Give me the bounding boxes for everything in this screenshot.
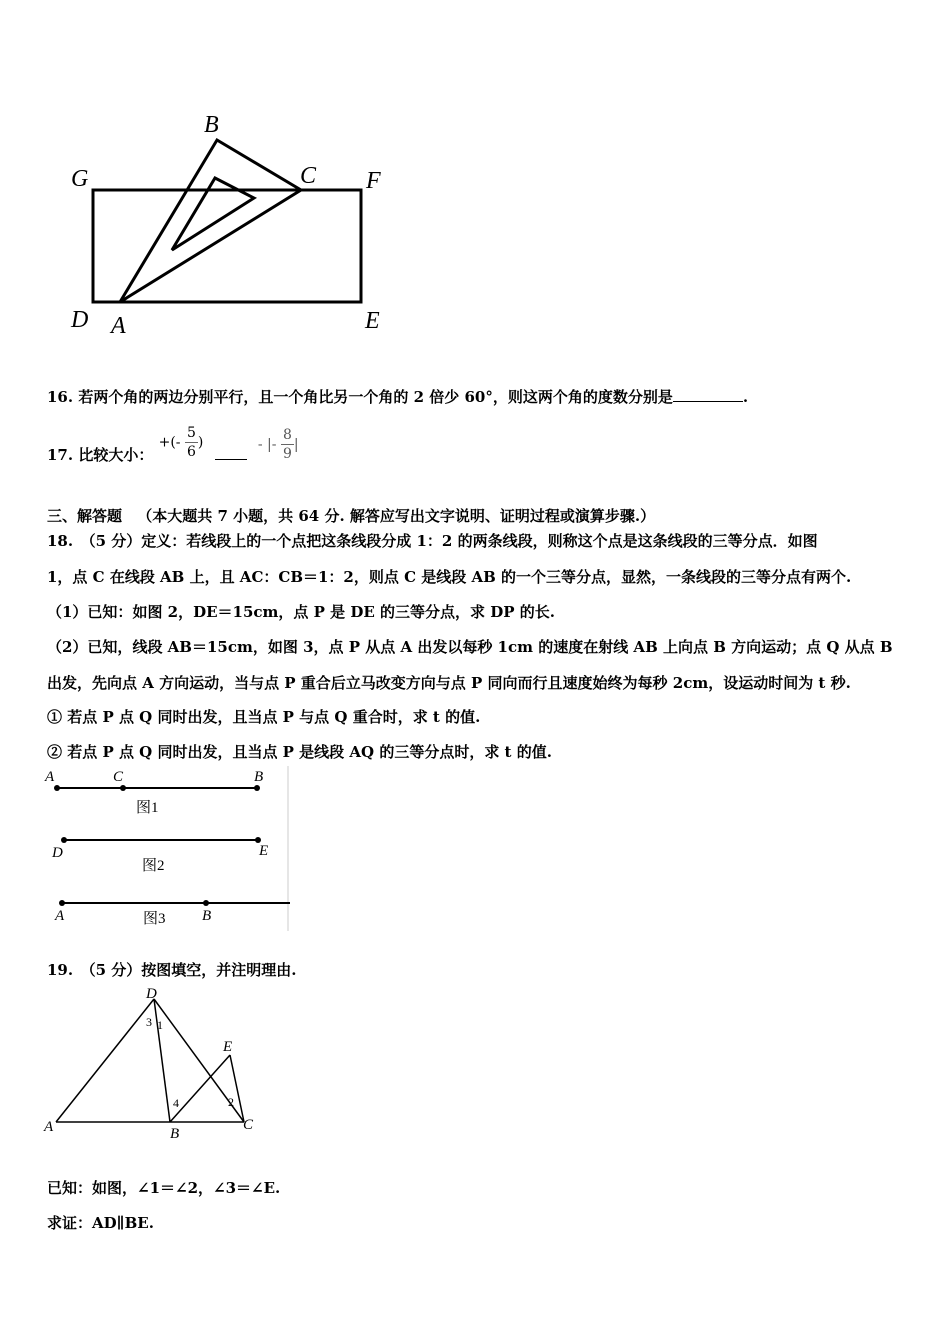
q17-expr1 — [159, 424, 204, 461]
q17-expr1-post: ) — [197, 434, 204, 451]
question-16 — [47, 386, 748, 407]
label-b: B — [204, 112, 219, 138]
fig19-angle-4: 4 — [173, 1096, 179, 1110]
fig2-label-d: D — [52, 845, 63, 861]
q19-prove: 求证：AD∥BE. — [47, 1214, 154, 1232]
section-3-note: （本大题共 7 小题，共 64 分. 解答应写出文字说明、证明过程或演算步骤.） — [137, 507, 656, 525]
fig19-angle-3: 3 — [146, 1015, 152, 1029]
q17-prefix: 比较大小： — [78, 446, 154, 464]
q16-number: 16. — [47, 388, 74, 406]
label-e: E — [365, 308, 380, 334]
q16-answer-blank — [673, 401, 743, 402]
q17-frac1-num: 5 — [186, 425, 196, 441]
fig3-point-b — [203, 900, 209, 906]
fig2-point-d — [61, 837, 67, 843]
q17-number: 17. — [47, 446, 74, 464]
q17-frac1-den: 6 — [186, 444, 196, 460]
q18-line-5: 出发，先向点 A 方向运动，当与点 P 重合后立马改变方向与点 P 同向而行且速度始终为每秒 2cm，设运动时间为 t 秒. — [47, 674, 851, 692]
q17-expr2-pre: - |- — [257, 436, 277, 453]
q17-answer-blank — [215, 459, 247, 460]
fig1-caption: 图1 — [136, 800, 159, 816]
q18-line-3: （1）已知：如图 2，DE＝15cm，点 P 是 DE 的三等分点，求 DP 的长. — [47, 603, 555, 621]
fig2-caption: 图2 — [142, 858, 165, 874]
q19-title: 19. （5 分）按图填空，并注明理由. — [47, 961, 297, 979]
fig3-label-b: B — [202, 908, 212, 924]
q17-expr2 — [258, 426, 299, 463]
q18-line-6: ① 若点 P 点 Q 同时出发，且当点 P 与点 Q 重合时，求 t 的值. — [47, 708, 481, 726]
q17-expr1-pre: +(- — [158, 434, 181, 451]
label-a: A — [111, 313, 126, 339]
fig1-point-b — [254, 785, 260, 791]
q17-frac2 — [281, 426, 294, 463]
q17-frac2-den: 9 — [282, 446, 292, 462]
label-d: D — [71, 307, 89, 333]
section-3-title: 三、解答题 — [47, 507, 123, 525]
fig1-point-c — [120, 785, 126, 791]
q16-end: . — [742, 388, 749, 406]
q18-line-4: （2）已知，线段 AB＝15cm，如图 3，点 P 从点 A 出发以每秒 1cm 的速度在射线 AB 上向点 B 方向运动；点 Q 从点 B — [47, 638, 893, 656]
fig3-point-a — [59, 900, 65, 906]
question-17 — [47, 424, 299, 465]
fig3-label-a: A — [55, 908, 65, 924]
q18-line-7: ② 若点 P 点 Q 同时出发，且当点 P 是线段 AQ 的三等分点时，求 t 的值. — [47, 743, 552, 761]
fig1-label-c: C — [113, 769, 124, 785]
fig19-label-d: D — [146, 986, 157, 1002]
label-f: F — [366, 168, 381, 194]
label-g: G — [71, 166, 89, 192]
q19-given: 已知：如图，∠1＝∠2，∠3＝∠E. — [47, 1179, 281, 1197]
label-c: C — [300, 163, 317, 189]
q19-geometry-figure — [40, 980, 270, 1145]
fig19-label-c: C — [243, 1117, 254, 1133]
fig3-caption: 图3 — [143, 911, 166, 927]
segment-be — [170, 1055, 230, 1122]
fig1-point-a — [54, 785, 60, 791]
section-3-header — [47, 505, 655, 526]
fig19-angle-2: 2 — [228, 1095, 234, 1109]
q18-line-1: 18. （5 分）定义：若线段上的一个点把这条线段分成 1：2 的两条线段，则称这个点是这条线段的三等分点．如图 — [47, 532, 818, 550]
fig19-label-a: A — [44, 1119, 54, 1135]
rectangle-gfed — [93, 190, 361, 302]
segment-ad — [56, 999, 154, 1122]
fig19-angle-1: 1 — [157, 1018, 163, 1032]
q17-frac2-num: 8 — [282, 427, 292, 443]
fig1-label-a: A — [45, 769, 55, 785]
q16-text: 若两个角的两边分别平行，且一个角比另一个角的 2 倍少 60°，则这两个角的度数分别是 — [78, 388, 673, 406]
q18-line-2: 1，点 C 在线段 AB 上，且 AC：CB＝1：2，则点 C 是线段 AB 的一个三等分点，显然，一条线段的三等分点有两个. — [47, 568, 852, 586]
top-geometry-figure — [60, 100, 420, 350]
fig2-label-e: E — [259, 843, 269, 859]
fig1-label-b: B — [254, 769, 264, 785]
fig19-label-e: E — [223, 1039, 233, 1055]
q17-frac1 — [185, 424, 198, 461]
fig19-label-b: B — [170, 1126, 180, 1142]
q18-figures — [40, 766, 295, 931]
outer-triangle — [120, 140, 301, 302]
q17-expr2-post: | — [293, 436, 299, 453]
